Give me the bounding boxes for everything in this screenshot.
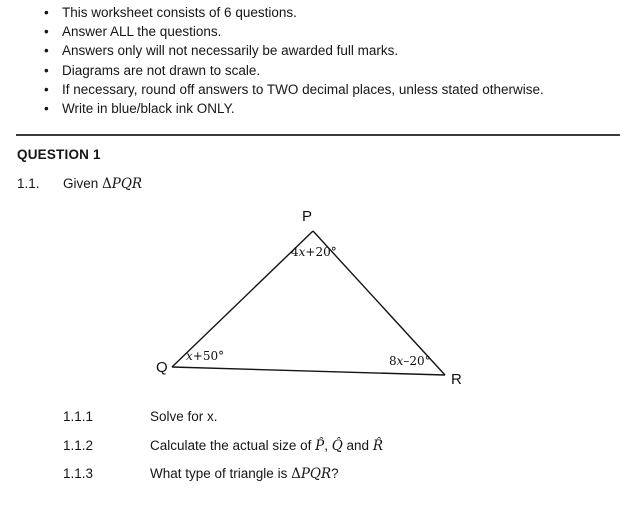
instruction-item: • Answer ALL the questions. xyxy=(44,22,544,41)
subq-separator: , xyxy=(324,438,332,453)
triangle-name: PQR xyxy=(300,466,332,482)
subq-separator: and xyxy=(342,438,373,453)
subq-text-prefix: What type of triangle is xyxy=(150,466,292,481)
vertex-label-p: P xyxy=(302,208,313,225)
subquestion-row-1 xyxy=(63,409,218,424)
instruction-item: • Answers only will not necessarily be awarded full marks. xyxy=(44,41,544,60)
instruction-item: • This worksheet consists of 6 questions. xyxy=(44,3,544,22)
instruction-item: • Diagrams are not drawn to scale. xyxy=(44,61,544,80)
delta-symbol: Δ xyxy=(291,466,301,482)
angle-p-constant: +20° xyxy=(305,245,337,259)
subq-text-suffix: ? xyxy=(331,466,339,481)
p-hat-symbol: P̂ xyxy=(315,438,325,454)
subq-text: Solve for x. xyxy=(150,409,218,424)
angle-label-r xyxy=(389,354,431,368)
angle-r-constant: –20° xyxy=(403,354,431,368)
angle-r-coeff: 8 xyxy=(389,354,397,368)
r-hat-symbol: R̂ xyxy=(372,438,383,454)
angle-q-constant: +50° xyxy=(192,349,225,363)
instruction-item: • Write in blue/black ink ONLY. xyxy=(44,99,544,118)
angle-label-p xyxy=(291,245,337,259)
angle-p-coeff: 4 xyxy=(291,245,299,259)
angle-q-variable: x xyxy=(186,349,193,363)
subquestion-row-2 xyxy=(63,438,383,454)
subq-text-prefix: Calculate the actual size of xyxy=(150,438,316,453)
angle-p-variable: x xyxy=(298,245,306,259)
subquestion-row-3 xyxy=(63,466,339,482)
triangle-edge-qr xyxy=(172,367,445,375)
triangle-name: PQR xyxy=(111,176,143,192)
instruction-item: • If necessary, round off answers to TWO decimal places, unless stated otherwise. xyxy=(44,80,544,99)
subq-number: 1.1.1 xyxy=(63,409,94,424)
q-hat-symbol: Q̂ xyxy=(331,438,343,454)
angle-label-q xyxy=(186,349,224,363)
delta-symbol: Δ xyxy=(102,176,112,192)
vertex-label-r: R xyxy=(451,371,462,388)
given-prefix: Given xyxy=(63,176,103,191)
subq-number: 1.1.3 xyxy=(63,466,94,481)
vertex-label-q: Q xyxy=(156,359,168,376)
subq-number: 1.1.2 xyxy=(63,438,94,453)
question-1-1-number: 1.1. xyxy=(17,176,40,191)
question-heading: QUESTION 1 xyxy=(17,147,101,162)
angle-r-variable: x xyxy=(396,354,404,368)
